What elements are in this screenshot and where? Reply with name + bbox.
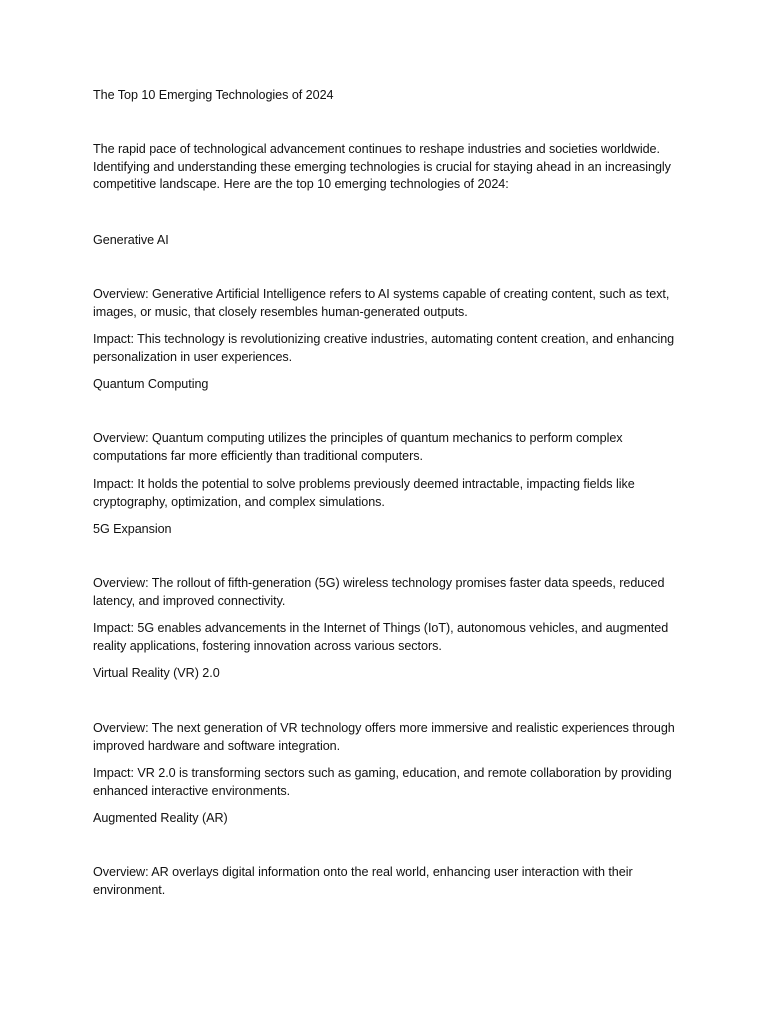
overview-5g-expansion: Overview: The rollout of fifth-generation (5G) wireless technology promises faster data speeds, reduced latency, and improved connectivity.	[93, 576, 665, 608]
impact-quantum-computing: Impact: It holds the potential to solve problems previously deemed intractable, impacting fields like cryptography, optimization, and complex simulations.	[93, 477, 635, 509]
section-heading-quantum-computing: Quantum Computing	[93, 377, 209, 391]
intro-paragraph: The rapid pace of technological advancement continues to reshape industries and societies worldwide. Identifying and understanding these emerging technologies is crucial for staying ahead in an increasingly competitive landscape. Here are the top 10 emerging technologies of 2024:	[93, 142, 671, 191]
section-heading-5g-expansion: 5G Expansion	[93, 522, 172, 536]
impact-vr-2: Impact: VR 2.0 is transforming sectors such as gaming, education, and remote collaboration by providing enhanced interactive environments.	[93, 766, 672, 798]
impact-5g-expansion: Impact: 5G enables advancements in the Internet of Things (IoT), autonomous vehicles, and augmented reality applications, fostering innovation across various sectors.	[93, 621, 669, 653]
overview-generative-ai: Overview: Generative Artificial Intelligence refers to AI systems capable of creating content, such as text, images, or music, that closely resembles human-generated outputs.	[93, 287, 670, 319]
section-heading-vr-2: Virtual Reality (VR) 2.0	[93, 666, 220, 680]
overview-quantum-computing: Overview: Quantum computing utilizes the principles of quantum mechanics to perform complex computations far more efficiently than traditional computers.	[93, 431, 623, 463]
impact-generative-ai: Impact: This technology is revolutionizing creative industries, automating content creation, and enhancing personalization in user experiences.	[93, 332, 675, 364]
overview-vr-2: Overview: The next generation of VR technology offers more immersive and realistic experiences through improved hardware and software integration.	[93, 721, 675, 753]
overview-augmented-reality: Overview: AR overlays digital information onto the real world, enhancing user interaction with their environment.	[93, 865, 633, 897]
document-title: The Top 10 Emerging Technologies of 2024	[93, 88, 334, 102]
section-heading-augmented-reality: Augmented Reality (AR)	[93, 811, 228, 825]
section-heading-generative-ai: Generative AI	[93, 233, 169, 247]
